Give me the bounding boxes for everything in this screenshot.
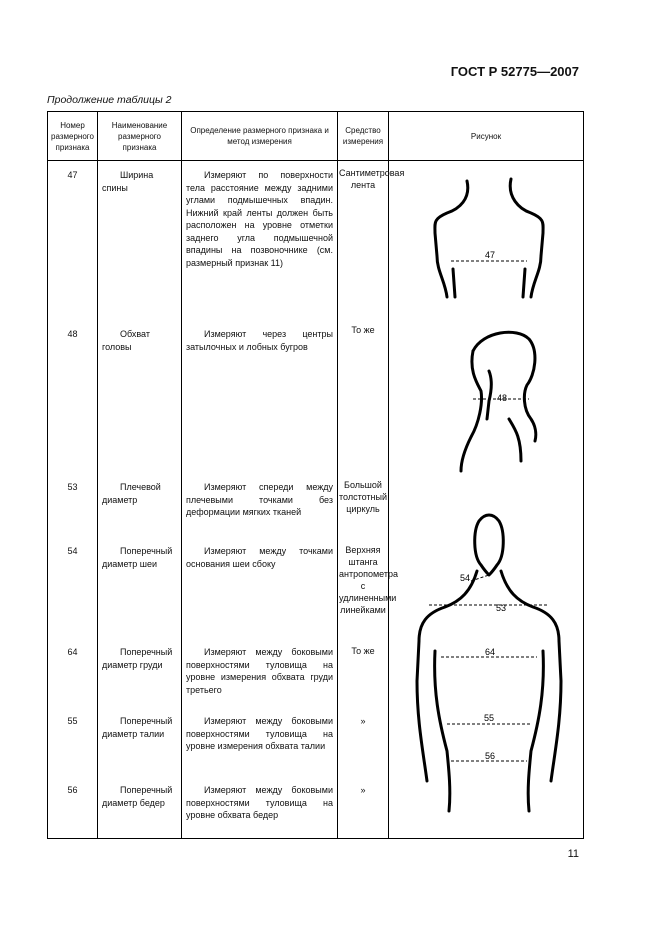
label-47: 47 bbox=[484, 250, 496, 260]
back-figure bbox=[435, 179, 543, 297]
header-figure: Рисунок bbox=[389, 112, 584, 161]
row-56-definition: Измеряют между боковыми поверхностями туловища на уровне обхвата бедер bbox=[186, 785, 333, 820]
label-53: 53 bbox=[495, 603, 507, 613]
label-55: 55 bbox=[483, 713, 495, 723]
num-column bbox=[48, 161, 98, 839]
row-47-tool: Сантиметровая лента bbox=[339, 168, 405, 190]
header-num: Номер размерного признака bbox=[48, 112, 98, 161]
definition-column bbox=[182, 161, 338, 839]
row-48-name: Обхват головы bbox=[102, 329, 150, 352]
row-53-tool: Большой толстотный циркуль bbox=[339, 480, 387, 514]
row-48-num: 48 bbox=[67, 329, 78, 339]
row-47-name: Ширина спины bbox=[102, 170, 154, 193]
row-56-num: 56 bbox=[67, 785, 78, 795]
row-54-tool: Верхняя штанга антропометра с удлиненными линейками bbox=[339, 545, 399, 615]
row-55-num: 55 bbox=[67, 716, 78, 726]
row-64-tool: То же bbox=[351, 646, 375, 656]
page-number: 11 bbox=[567, 848, 579, 860]
row-47-definition: Измеряют по поверхности тела расстояние между задними углами подмышечных впадин. Нижний край ленты должен быть расположен на уровне отметки заднего угла подмышечной впадины на позвоночнике (см. размерный признак 11) bbox=[186, 170, 333, 268]
table-caption: Продолжение таблицы 2 bbox=[47, 94, 172, 106]
table-body-row bbox=[48, 161, 584, 839]
header-tool: Средство измерения bbox=[338, 112, 389, 161]
row-64-name: Поперечный диаметр груди bbox=[102, 647, 173, 670]
row-55-name: Поперечный диаметр талии bbox=[102, 716, 173, 739]
row-64-num: 64 bbox=[67, 647, 78, 657]
measurements-table bbox=[47, 111, 584, 839]
row-56-name: Поперечный диаметр бедер bbox=[102, 785, 173, 808]
row-53-name: Плечевой диаметр bbox=[102, 482, 161, 505]
row-53-num: 53 bbox=[67, 482, 78, 492]
document-code: ГОСТ Р 52775—2007 bbox=[450, 64, 579, 79]
torso-figure bbox=[417, 515, 561, 811]
label-54: 54 bbox=[459, 573, 471, 583]
label-64: 64 bbox=[484, 647, 496, 657]
row-54-name: Поперечный диаметр шеи bbox=[102, 546, 173, 569]
label-48: 48 bbox=[496, 393, 508, 403]
name-column bbox=[98, 161, 182, 839]
figure-column bbox=[389, 161, 584, 839]
tool-column bbox=[338, 161, 405, 839]
row-55-definition: Измеряют между боковыми поверхностями туловища на уровне измерения обхвата талии bbox=[186, 716, 333, 751]
row-54-definition: Измеряют между точками основания шеи сбоку bbox=[186, 546, 333, 569]
row-48-tool: То же bbox=[351, 325, 375, 335]
row-56-tool: » bbox=[360, 785, 366, 795]
row-64-definition: Измеряют между боковыми поверхностями туловища на уровне измерения обхвата груди третьего bbox=[186, 647, 333, 695]
row-47-num: 47 bbox=[67, 170, 78, 180]
row-53-definition: Измеряют спереди между плечевыми точками без деформации мягких тканей bbox=[186, 482, 333, 517]
row-55-tool: » bbox=[360, 716, 366, 726]
table-header-row bbox=[48, 112, 584, 161]
label-56: 56 bbox=[484, 751, 496, 761]
row-54-num: 54 bbox=[67, 546, 78, 556]
row-48-definition: Измеряют через центры затылочных и лобных бугров bbox=[186, 329, 333, 352]
header-name: Наименование размерного признака bbox=[98, 112, 182, 161]
anatomy-figures bbox=[389, 161, 584, 838]
header-definition: Определение размерного признака и метод измерения bbox=[182, 112, 338, 161]
